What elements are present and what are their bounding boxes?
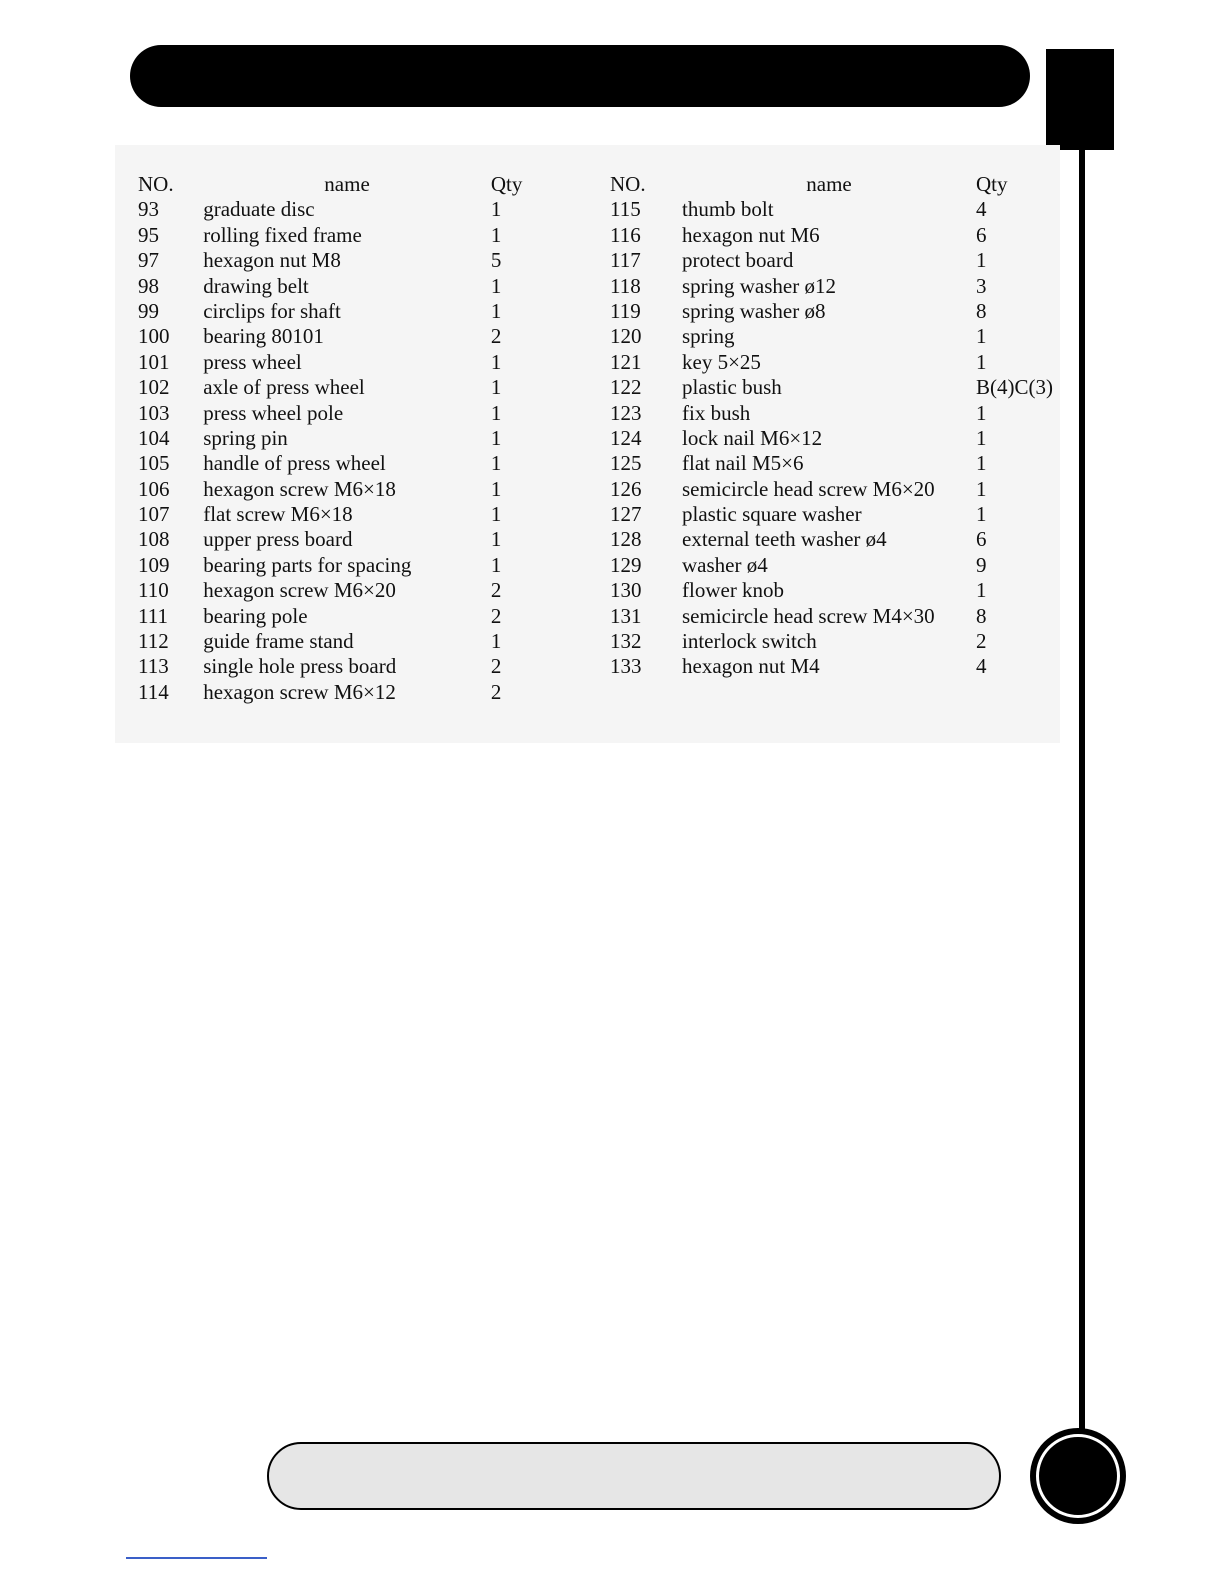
- table-row: [610, 324, 1070, 349]
- part-name: external teeth washer ø4: [682, 527, 887, 552]
- part-name: spring pin: [203, 425, 288, 450]
- part-name: spring washer ø12: [682, 273, 836, 298]
- part-qty: 1: [490, 400, 502, 425]
- part-name: handle of press wheel: [203, 451, 386, 476]
- part-name: semicircle head screw M6×20: [682, 476, 935, 501]
- part-name: bearing parts for spacing: [203, 552, 412, 577]
- part-name: flower knob: [682, 578, 785, 603]
- part-qty: 1: [976, 324, 987, 349]
- part-name: rolling fixed frame: [203, 222, 362, 247]
- table-row: [138, 527, 558, 552]
- part-number: 100: [138, 324, 170, 349]
- header-qty: Qty: [976, 172, 1008, 196]
- part-qty: 1: [490, 502, 502, 527]
- part-number: 97: [138, 248, 159, 273]
- part-number: 133: [610, 654, 642, 679]
- table-row: [138, 401, 558, 426]
- part-qty: 1: [490, 349, 502, 374]
- part-qty: 1: [490, 527, 502, 552]
- part-number: 129: [610, 552, 642, 577]
- part-number: 106: [138, 476, 170, 501]
- part-qty: 1: [976, 349, 987, 374]
- part-qty: 1: [490, 451, 502, 476]
- table-row: [138, 477, 558, 502]
- part-number: 116: [610, 222, 641, 247]
- table-row: [138, 654, 558, 679]
- part-number: 118: [610, 273, 641, 298]
- part-qty: 2: [976, 629, 987, 654]
- table-row: [610, 629, 1070, 654]
- table-row: [138, 604, 558, 629]
- table-header: [138, 172, 558, 197]
- part-qty: 1: [976, 476, 987, 501]
- part-qty: 8: [976, 603, 987, 628]
- page-number-ring: [1036, 1434, 1120, 1518]
- part-qty: 1: [490, 197, 502, 222]
- table-row: [610, 350, 1070, 375]
- part-qty: 1: [490, 375, 502, 400]
- part-number: 105: [138, 451, 170, 476]
- part-name: hexagon nut M6: [682, 222, 820, 247]
- part-number: 111: [138, 603, 168, 628]
- table-row: [610, 248, 1070, 273]
- table-row: [138, 223, 558, 248]
- table-row: [610, 578, 1070, 603]
- table-row: [610, 451, 1070, 476]
- part-name: axle of press wheel: [203, 375, 365, 400]
- part-qty: 2: [490, 603, 502, 628]
- part-number: 113: [138, 654, 169, 679]
- table-row: [138, 680, 558, 705]
- part-qty: 4: [976, 197, 987, 222]
- part-number: 132: [610, 629, 642, 654]
- part-qty: 1: [490, 273, 502, 298]
- table-row: [610, 527, 1070, 552]
- header-name: name: [324, 172, 370, 196]
- parts-table-right: [610, 172, 1070, 680]
- parts-table-left: [138, 172, 558, 705]
- part-name: flat screw M6×18: [203, 502, 353, 527]
- table-row: [610, 299, 1070, 324]
- part-name: hexagon screw M6×20: [203, 578, 396, 603]
- part-number: 117: [610, 248, 641, 273]
- part-qty: 6: [976, 527, 987, 552]
- side-rule: [1079, 150, 1085, 1440]
- part-number: 127: [610, 502, 642, 527]
- part-number: 123: [610, 400, 642, 425]
- table-row: [138, 324, 558, 349]
- part-name: washer ø4: [682, 552, 768, 577]
- part-name: press wheel: [203, 349, 302, 374]
- part-number: 125: [610, 451, 642, 476]
- table-header: [610, 172, 1070, 197]
- part-qty: 6: [976, 222, 987, 247]
- table-row: [610, 401, 1070, 426]
- part-number: 104: [138, 425, 170, 450]
- part-qty: 1: [490, 552, 502, 577]
- part-name: bearing 80101: [203, 324, 324, 349]
- part-qty: 2: [490, 679, 502, 704]
- part-name: bearing pole: [203, 603, 308, 628]
- table-row: [138, 629, 558, 654]
- table-row: [138, 350, 558, 375]
- part-name: press wheel pole: [203, 400, 344, 425]
- part-number: 130: [610, 578, 642, 603]
- table-row: [610, 197, 1070, 222]
- table-row: [138, 426, 558, 451]
- part-name: upper press board: [203, 527, 353, 552]
- table-row: [138, 197, 558, 222]
- part-name: drawing belt: [203, 273, 309, 298]
- table-row: [138, 451, 558, 476]
- part-number: 102: [138, 375, 170, 400]
- part-name: circlips for shaft: [203, 298, 341, 323]
- part-qty: B(4)C(3): [976, 375, 1053, 400]
- part-number: 98: [138, 273, 159, 298]
- part-number: 124: [610, 425, 642, 450]
- part-qty: 1: [976, 578, 987, 603]
- part-number: 101: [138, 349, 170, 374]
- table-row: [138, 299, 558, 324]
- header-no: NO.: [610, 172, 646, 196]
- part-name: fix bush: [682, 400, 751, 425]
- part-qty: 1: [976, 400, 987, 425]
- part-qty: 1: [490, 425, 502, 450]
- part-qty: 9: [976, 552, 987, 577]
- table-row: [610, 604, 1070, 629]
- part-qty: 1: [976, 425, 987, 450]
- part-name: key 5×25: [682, 349, 761, 374]
- part-qty: 2: [490, 654, 502, 679]
- part-number: 107: [138, 502, 170, 527]
- part-name: thumb bolt: [682, 197, 774, 222]
- table-row: [610, 375, 1070, 400]
- header-qty: Qty: [490, 172, 523, 196]
- table-row: [138, 274, 558, 299]
- part-qty: 2: [490, 324, 502, 349]
- table-row: [610, 274, 1070, 299]
- part-number: 120: [610, 324, 642, 349]
- table-row: [610, 654, 1070, 679]
- footer-link-line: [126, 1557, 267, 1559]
- part-name: hexagon screw M6×12: [203, 679, 396, 704]
- part-name: interlock switch: [682, 629, 817, 654]
- part-name: hexagon nut M4: [682, 654, 820, 679]
- part-name: flat nail M5×6: [682, 451, 804, 476]
- part-number: 122: [610, 375, 642, 400]
- part-name: lock nail M6×12: [682, 425, 823, 450]
- part-qty: 2: [490, 578, 502, 603]
- part-number: 114: [138, 679, 169, 704]
- part-name: hexagon screw M6×18: [203, 476, 396, 501]
- part-name: graduate disc: [203, 197, 315, 222]
- section-tab: [1046, 49, 1114, 150]
- part-number: 119: [610, 298, 641, 323]
- table-row: [138, 578, 558, 603]
- header-bar: [130, 45, 1030, 107]
- part-qty: 1: [976, 502, 987, 527]
- table-row: [138, 248, 558, 273]
- part-name: plastic square washer: [682, 502, 862, 527]
- table-row: [138, 502, 558, 527]
- table-row: [610, 553, 1070, 578]
- header-name: name: [806, 172, 852, 196]
- part-qty: 1: [976, 451, 987, 476]
- part-name: guide frame stand: [203, 629, 354, 654]
- part-number: 121: [610, 349, 642, 374]
- footer-bar: [267, 1442, 1001, 1510]
- part-number: 108: [138, 527, 170, 552]
- part-name: spring washer ø8: [682, 298, 826, 323]
- part-qty: 5: [490, 248, 502, 273]
- part-number: 93: [138, 197, 159, 222]
- part-number: 131: [610, 603, 642, 628]
- part-qty: 8: [976, 298, 987, 323]
- part-qty: 1: [490, 298, 502, 323]
- table-row: [610, 426, 1070, 451]
- header-no: NO.: [138, 172, 174, 196]
- table-row: [610, 223, 1070, 248]
- part-number: 115: [610, 197, 641, 222]
- part-number: 112: [138, 629, 169, 654]
- part-qty: 1: [976, 248, 987, 273]
- part-name: spring: [682, 324, 735, 349]
- part-qty: 1: [490, 476, 502, 501]
- part-name: single hole press board: [203, 654, 397, 679]
- part-qty: 3: [976, 273, 987, 298]
- part-number: 110: [138, 578, 169, 603]
- part-number: 126: [610, 476, 642, 501]
- part-name: semicircle head screw M4×30: [682, 603, 935, 628]
- part-qty: 4: [976, 654, 987, 679]
- part-qty: 1: [490, 222, 502, 247]
- table-row: [138, 375, 558, 400]
- table-row: [610, 502, 1070, 527]
- part-qty: 1: [490, 629, 502, 654]
- part-name: protect board: [682, 248, 794, 273]
- part-name: plastic bush: [682, 375, 782, 400]
- part-number: 109: [138, 552, 170, 577]
- table-row: [610, 477, 1070, 502]
- part-number: 95: [138, 222, 159, 247]
- table-row: [138, 553, 558, 578]
- part-number: 99: [138, 298, 159, 323]
- part-number: 103: [138, 400, 170, 425]
- part-name: hexagon nut M8: [203, 248, 341, 273]
- part-number: 128: [610, 527, 642, 552]
